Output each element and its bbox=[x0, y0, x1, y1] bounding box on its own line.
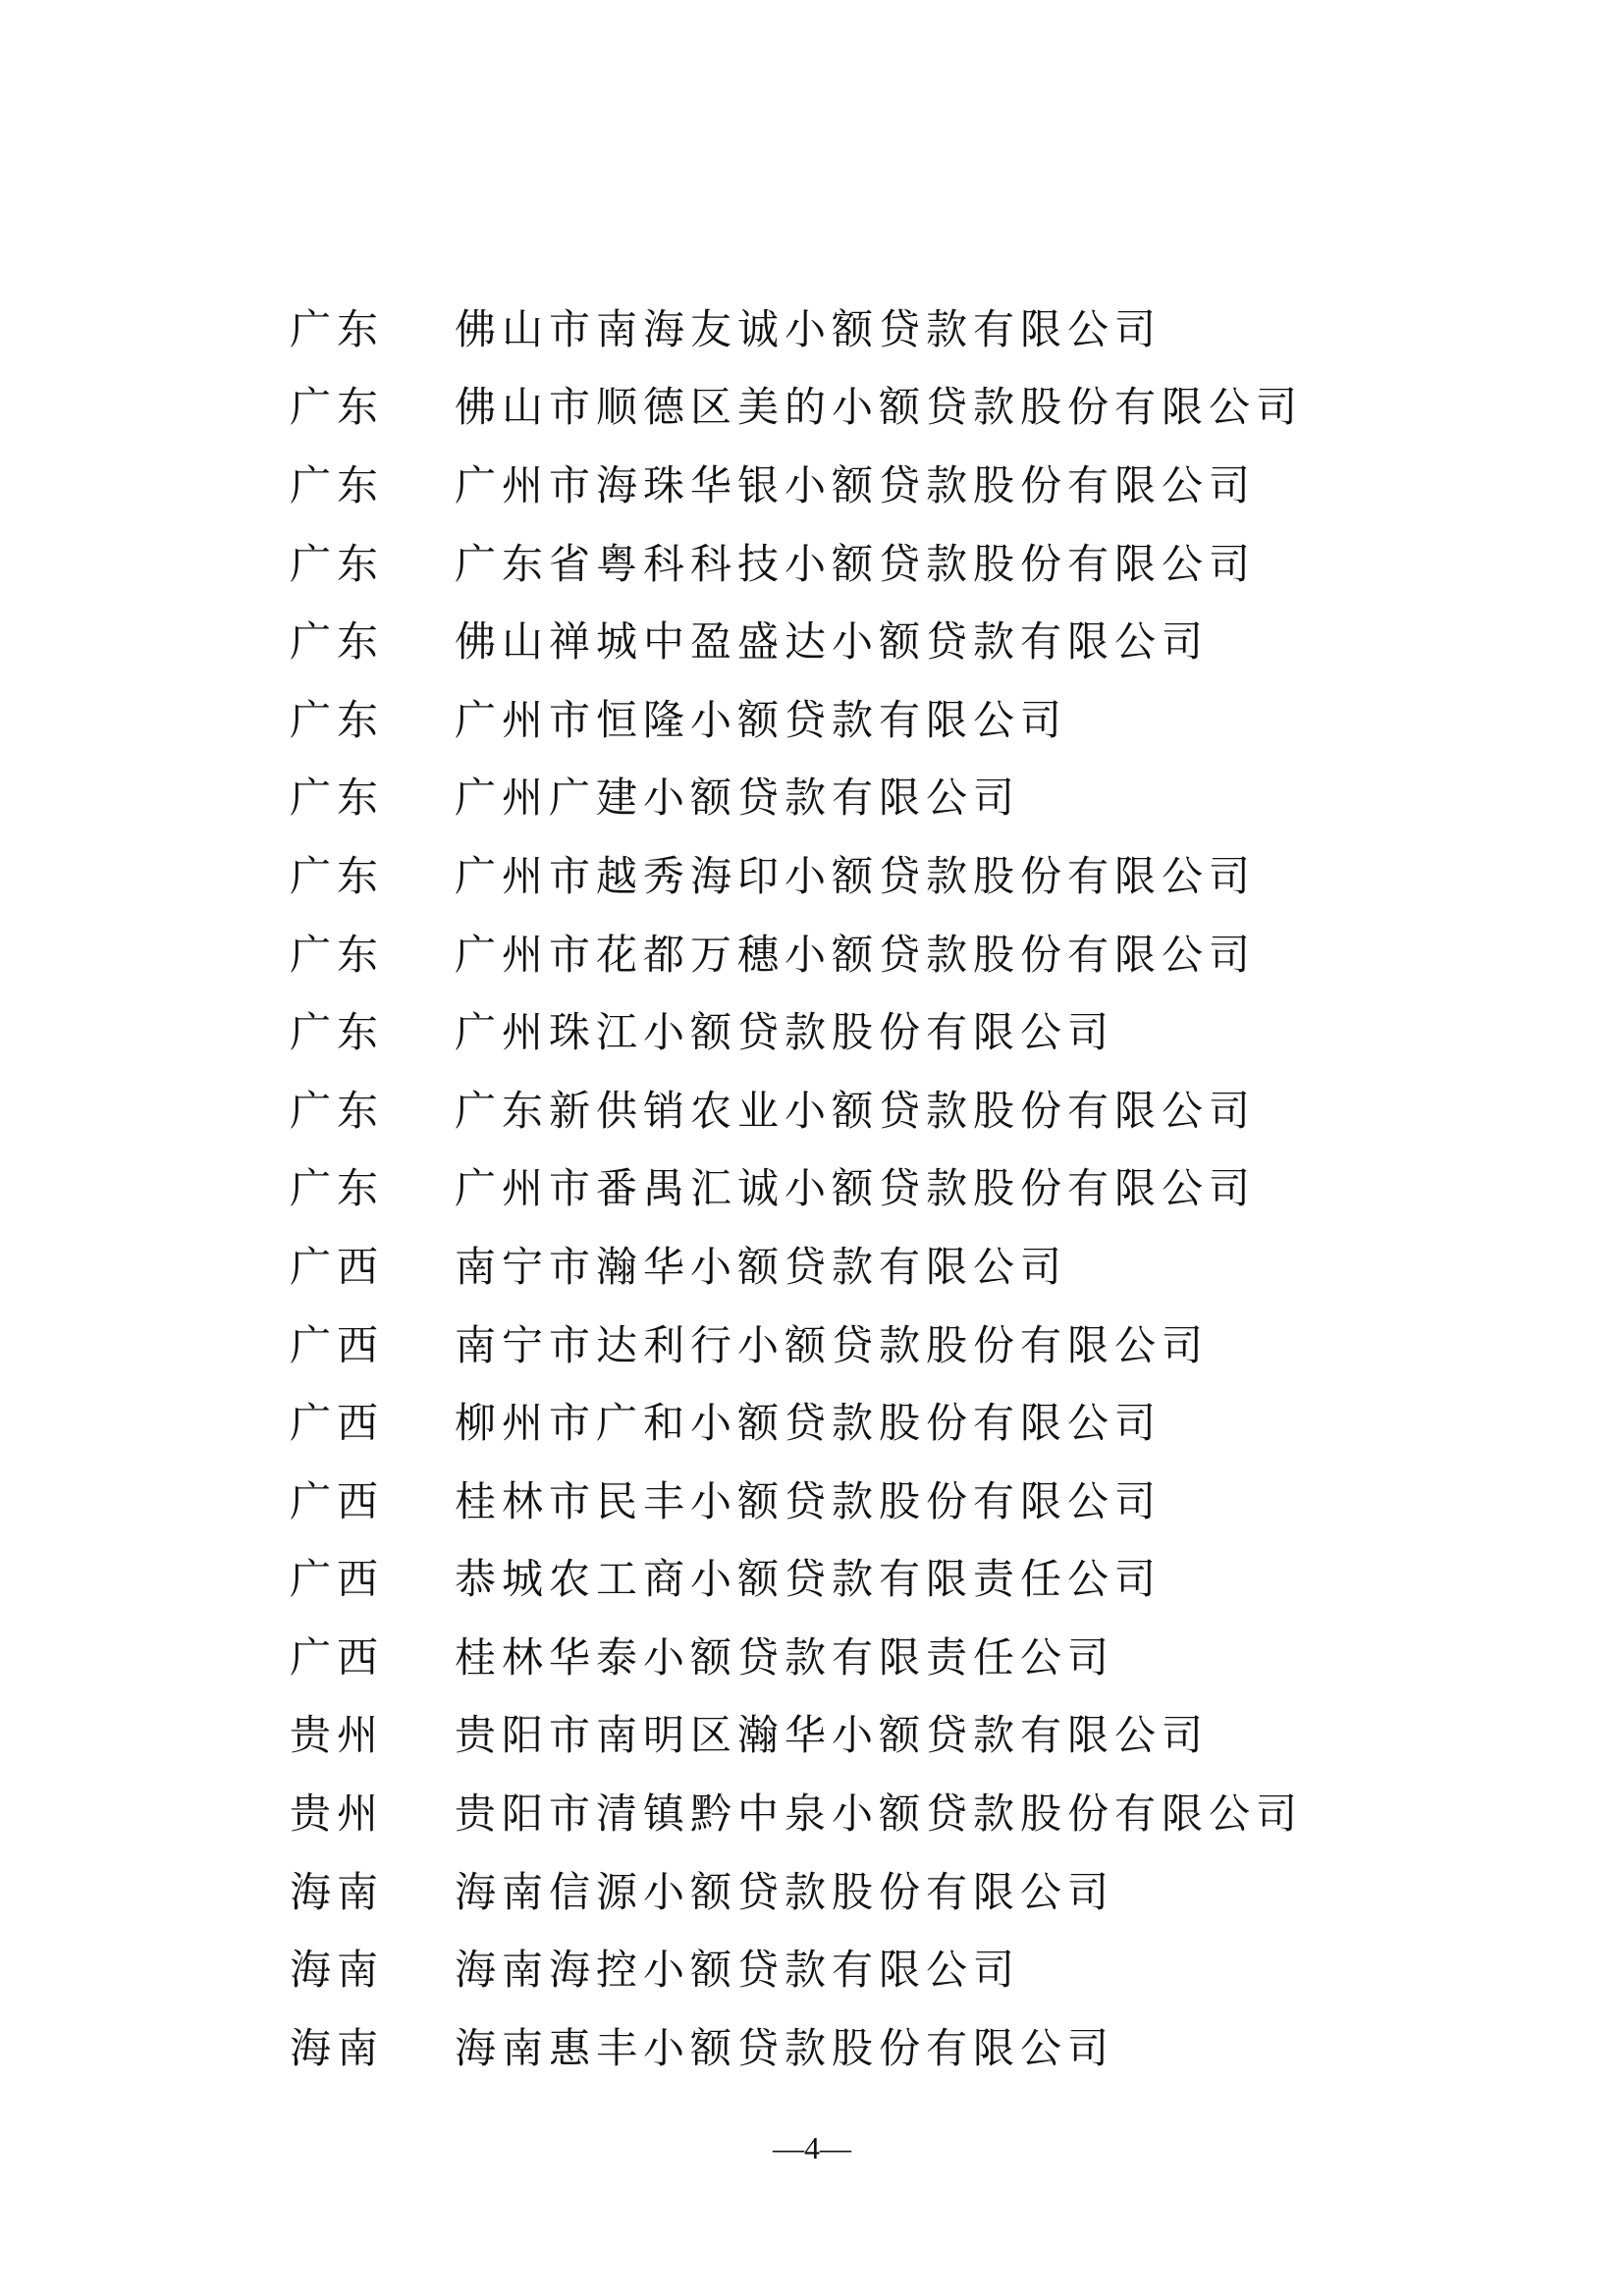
company-name: 贵阳市南明区瀚华小额贷款有限公司 bbox=[455, 1711, 1210, 1760]
province-name: 广东 bbox=[290, 774, 385, 823]
province-name: 广东 bbox=[290, 460, 385, 509]
province-name: 海南 bbox=[290, 2023, 385, 2072]
list-item bbox=[290, 913, 1389, 991]
list-item bbox=[290, 2006, 1389, 2085]
province-name: 广东 bbox=[290, 1164, 385, 1213]
list-item bbox=[290, 1694, 1389, 1773]
list-item bbox=[290, 990, 1389, 1069]
list-item bbox=[290, 1928, 1389, 2006]
list-item bbox=[290, 1538, 1389, 1617]
list-item bbox=[290, 1772, 1389, 1850]
list-item bbox=[290, 600, 1389, 678]
company-name: 广州广建小额贷款有限公司 bbox=[455, 774, 1021, 823]
province-name: 广东 bbox=[290, 1008, 385, 1057]
list-item bbox=[290, 757, 1389, 835]
company-name: 广州珠江小额贷款股份有限公司 bbox=[455, 1008, 1115, 1057]
province-name: 广西 bbox=[290, 1476, 385, 1525]
company-name: 柳州市广和小额贷款股份有限公司 bbox=[455, 1399, 1163, 1448]
province-name: 贵州 bbox=[290, 1789, 385, 1839]
list-item bbox=[290, 444, 1389, 522]
list-item bbox=[290, 1381, 1389, 1460]
company-name: 广州市越秀海印小额贷款股份有限公司 bbox=[455, 851, 1257, 900]
company-name: 海南信源小额贷款股份有限公司 bbox=[455, 1867, 1115, 1916]
province-name: 广东 bbox=[290, 304, 385, 353]
company-name: 广东新供销农业小额贷款股份有限公司 bbox=[455, 1086, 1257, 1135]
province-name: 广东 bbox=[290, 930, 385, 979]
province-name: 广东 bbox=[290, 539, 385, 588]
company-name: 南宁市达利行小额贷款股份有限公司 bbox=[455, 1320, 1210, 1369]
page-number: —4— bbox=[773, 2130, 851, 2165]
list-item bbox=[290, 1069, 1389, 1148]
list-item bbox=[290, 1148, 1389, 1226]
company-name: 南宁市瀚华小额贷款有限公司 bbox=[455, 1242, 1068, 1291]
province-name: 广西 bbox=[290, 1399, 385, 1448]
province-name: 广东 bbox=[290, 617, 385, 667]
province-name: 广西 bbox=[290, 1320, 385, 1369]
province-name: 广东 bbox=[290, 383, 385, 432]
province-name: 广西 bbox=[290, 1632, 385, 1682]
company-name: 贵阳市清镇黔中泉小额贷款股份有限公司 bbox=[455, 1789, 1304, 1839]
company-name: 广州市海珠华银小额贷款股份有限公司 bbox=[455, 460, 1257, 509]
province-name: 广西 bbox=[290, 1242, 385, 1291]
company-name: 广州市恒隆小额贷款有限公司 bbox=[455, 695, 1068, 744]
list-item bbox=[290, 1850, 1389, 1929]
list-item bbox=[290, 678, 1389, 757]
list-item bbox=[290, 1616, 1389, 1694]
list-item bbox=[290, 1460, 1389, 1538]
company-name: 佛山禅城中盈盛达小额贷款有限公司 bbox=[455, 617, 1210, 667]
province-name: 海南 bbox=[290, 1946, 385, 1995]
province-name: 广东 bbox=[290, 695, 385, 744]
list-item bbox=[290, 522, 1389, 601]
list-item bbox=[290, 288, 1389, 366]
list-item bbox=[290, 366, 1389, 445]
company-name: 海南海控小额贷款有限公司 bbox=[455, 1946, 1021, 1995]
list-item bbox=[290, 834, 1389, 913]
company-name: 恭城农工商小额贷款有限责任公司 bbox=[455, 1555, 1163, 1604]
province-name: 贵州 bbox=[290, 1711, 385, 1760]
province-name: 海南 bbox=[290, 1867, 385, 1916]
list-item bbox=[290, 1225, 1389, 1304]
company-name: 广东省粤科科技小额贷款股份有限公司 bbox=[455, 539, 1257, 588]
province-name: 广西 bbox=[290, 1555, 385, 1604]
province-name: 广东 bbox=[290, 851, 385, 900]
list-item bbox=[290, 1304, 1389, 1382]
company-list bbox=[290, 288, 1389, 2085]
company-name: 广州市花都万穗小额贷款股份有限公司 bbox=[455, 930, 1257, 979]
company-name: 桂林市民丰小额贷款股份有限公司 bbox=[455, 1476, 1163, 1525]
company-name: 佛山市顺德区美的小额贷款股份有限公司 bbox=[455, 383, 1304, 432]
company-name: 佛山市南海友诚小额贷款有限公司 bbox=[455, 304, 1163, 353]
company-name: 海南惠丰小额贷款股份有限公司 bbox=[455, 2023, 1115, 2072]
province-name: 广东 bbox=[290, 1086, 385, 1135]
company-name: 广州市番禺汇诚小额贷款股份有限公司 bbox=[455, 1164, 1257, 1213]
company-name: 桂林华泰小额贷款有限责任公司 bbox=[455, 1632, 1115, 1682]
